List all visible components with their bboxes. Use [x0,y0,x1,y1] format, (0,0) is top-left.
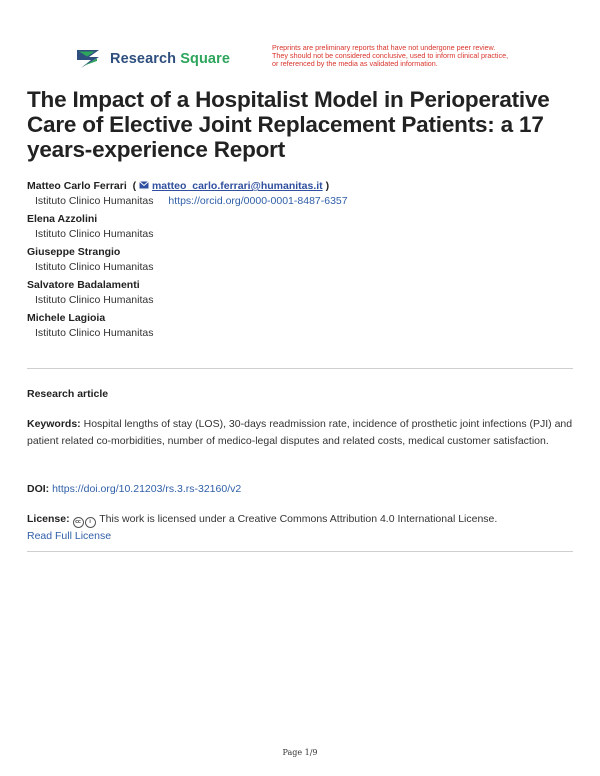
author-entry [27,179,577,209]
brand-name [110,51,230,67]
preprint-disclaimer [272,44,562,67]
paper-title: The Impact of a Hospitalist Model in Perioperative Care of Elective Joint Replacement Patients: a 17 years-experience Report [27,87,550,162]
attribution-icon: i [85,517,96,528]
disclaimer-line: They should not be considered conclusive, used to inform clinical practice, [272,50,509,60]
author-affiliation: Istituto Clinico Humanitas [35,228,154,240]
license-section [27,511,573,545]
email-paren: ( [129,180,137,192]
author-entry [27,245,577,275]
author-entry [27,278,577,308]
author-name-line [27,179,577,194]
header [0,44,600,74]
divider [27,368,573,369]
article-type: Research article [27,388,109,400]
research-square-logo[interactable] [75,48,230,70]
author-affiliation: Istituto Clinico Humanitas [35,261,154,273]
author-name: Matteo Carlo Ferrari [27,180,127,192]
keywords-label: Keywords: [27,418,81,430]
keywords-text: Hospital lengths of stay (LOS), 30-days readmission rate, incidence of prosthetic joint infections (PJI) and patient related co-morbidities, number of medico-legal disputes and related costs, medical customer satisfaction. [27,418,573,447]
author-name: Elena Azzolini [27,213,98,225]
author-list [27,179,577,344]
brand-name-research: Research [110,51,177,67]
doi-link[interactable]: https://doi.org/10.21203/rs.3.rs-32160/v2 [52,483,242,495]
author-name: Salvatore Badalamenti [27,279,140,291]
author-name: Giuseppe Strangio [27,246,121,258]
orcid-link[interactable]: https://orcid.org/0000-0001-8487-6357 [168,195,348,207]
disclaimer-line: Preprints are preliminary reports that have not undergone peer review. [272,43,496,52]
author-email-link[interactable]: matteo_carlo.ferrari@humanitas.it [151,180,323,192]
research-square-logo-icon [75,48,103,70]
email-icon [139,181,149,189]
email-paren: ) [325,180,330,192]
doi-label: DOI: [27,483,50,495]
doi-section [27,481,573,498]
author-entry [27,311,577,341]
brand-name-square: Square [180,51,230,67]
author-affiliation-line [27,194,577,209]
keywords-section [27,416,573,450]
author-affiliation: Istituto Clinico Humanitas [35,195,154,207]
author-affiliation: Istituto Clinico Humanitas [35,327,154,339]
read-full-license-link[interactable]: Read Full License [27,530,112,542]
page-number: Page 1/9 [282,748,318,757]
disclaimer-line: or referenced by the media as validated information. [272,58,438,68]
author-entry [27,212,577,242]
creative-commons-icon: cc [73,517,84,528]
divider [27,551,573,552]
author-affiliation: Istituto Clinico Humanitas [35,294,154,306]
license-label: License: [27,513,70,525]
license-text: This work is licensed under a Creative Commons Attribution 4.0 International License. [99,513,498,525]
author-name: Michele Lagioia [27,312,106,324]
